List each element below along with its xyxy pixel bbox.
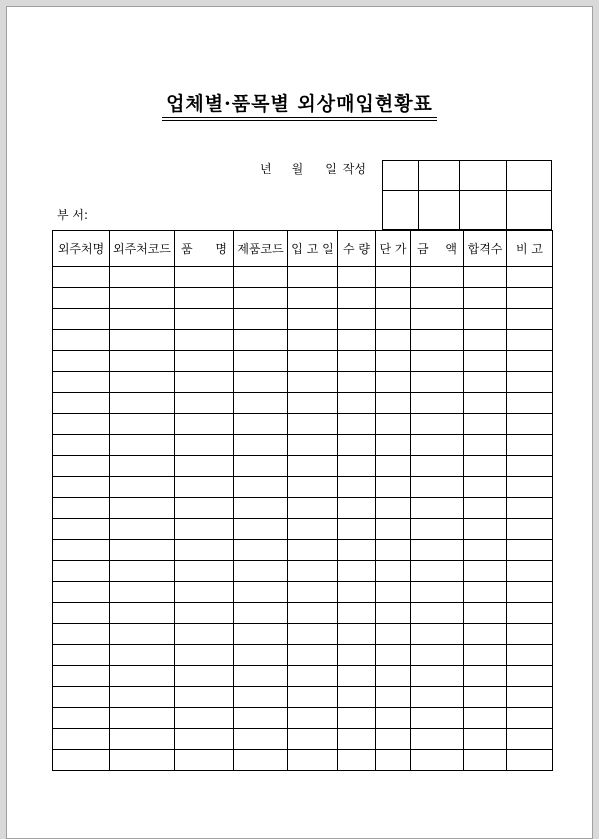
table-cell [464,267,507,288]
table-cell [234,624,288,645]
table-cell [411,540,464,561]
table-cell [464,414,507,435]
table-cell [376,309,411,330]
table-cell [376,414,411,435]
table-cell [53,477,110,498]
table-cell [411,393,464,414]
table-cell [288,540,338,561]
table-cell [411,351,464,372]
table-cell [110,540,175,561]
table-cell [110,624,175,645]
header-vendor-code: 외주처코드 [110,231,175,267]
table-cell [338,267,376,288]
table-cell [53,666,110,687]
table-cell [288,624,338,645]
table-cell [234,393,288,414]
table-cell [464,666,507,687]
table-cell [288,372,338,393]
table-cell [110,750,175,771]
table-cell [507,582,553,603]
table-cell [110,330,175,351]
table-cell [110,393,175,414]
table-cell [464,288,507,309]
table-row [53,561,553,582]
table-cell [507,666,553,687]
table-row [53,687,553,708]
approval-cell [383,191,419,230]
table-cell [507,624,553,645]
header-quantity: 수 량 [338,231,376,267]
table-cell [464,435,507,456]
table-cell [507,267,553,288]
table-cell [338,456,376,477]
table-cell [234,666,288,687]
approval-cell [383,161,419,191]
table-cell [53,582,110,603]
purchase-table [52,230,553,771]
table-cell [464,708,507,729]
table-cell [288,414,338,435]
table-row [53,498,553,519]
table-cell [175,582,234,603]
table-cell [338,750,376,771]
table-cell [175,435,234,456]
table-body [53,267,553,771]
table-cell [507,687,553,708]
table-cell [53,624,110,645]
table-cell [110,372,175,393]
table-cell [411,687,464,708]
table-row [53,603,553,624]
table-cell [53,645,110,666]
table-cell [288,330,338,351]
table-cell [53,309,110,330]
table-cell [110,414,175,435]
table-cell [411,456,464,477]
table-cell [175,729,234,750]
table-cell [338,687,376,708]
table-cell [110,603,175,624]
table-cell [411,498,464,519]
table-cell [507,603,553,624]
table-cell [376,624,411,645]
table-row [53,393,553,414]
table-cell [338,309,376,330]
table-cell [464,729,507,750]
table-cell [234,729,288,750]
table-cell [338,666,376,687]
table-cell [234,645,288,666]
table-cell [411,288,464,309]
table-cell [376,561,411,582]
table-cell [288,267,338,288]
table-cell [175,330,234,351]
table-row [53,645,553,666]
table-cell [53,351,110,372]
table-cell [376,540,411,561]
table-cell [507,750,553,771]
table-cell [338,582,376,603]
table-cell [288,582,338,603]
table-cell [53,435,110,456]
table-cell [175,645,234,666]
table-cell [464,687,507,708]
table-cell [53,519,110,540]
table-cell [175,666,234,687]
table-cell [288,687,338,708]
table-cell [376,582,411,603]
date-year-label: 년 [260,162,272,176]
table-cell [53,687,110,708]
header-amount: 금 액 [411,231,464,267]
table-cell [288,708,338,729]
table-cell [110,351,175,372]
table-cell [175,414,234,435]
table-cell [53,330,110,351]
table-cell [53,456,110,477]
table-cell [234,414,288,435]
table-row [53,708,553,729]
table-cell [234,288,288,309]
table-cell [53,288,110,309]
table-cell [234,309,288,330]
table-cell [338,645,376,666]
table-cell [110,561,175,582]
table-header-row [53,231,553,267]
table-cell [464,456,507,477]
table-cell [53,603,110,624]
table-cell [376,267,411,288]
table-cell [175,393,234,414]
table-cell [411,645,464,666]
table-cell [234,477,288,498]
table-cell [507,288,553,309]
table-cell [288,519,338,540]
table-cell [110,708,175,729]
table-cell [376,687,411,708]
date-line [260,160,366,177]
table-cell [464,372,507,393]
table-cell [288,288,338,309]
table-cell [338,729,376,750]
header-product-code: 제품코드 [234,231,288,267]
table-cell [110,435,175,456]
table-row [53,351,553,372]
table-cell [464,519,507,540]
table-cell [288,477,338,498]
header-passed-count: 합격수 [464,231,507,267]
table-cell [110,519,175,540]
table-cell [376,729,411,750]
table-cell [234,540,288,561]
table-cell [411,582,464,603]
table-row [53,288,553,309]
table-cell [411,603,464,624]
table-cell [234,351,288,372]
table-cell [376,498,411,519]
table-cell [234,582,288,603]
table-cell [288,309,338,330]
table-cell [110,477,175,498]
table-cell [175,540,234,561]
table-cell [110,666,175,687]
approval-row [383,161,552,191]
table-cell [53,372,110,393]
table-cell [411,267,464,288]
table-cell [338,330,376,351]
table-cell [411,561,464,582]
table-cell [234,708,288,729]
table-cell [288,603,338,624]
table-cell [288,729,338,750]
table-cell [411,414,464,435]
table-cell [464,393,507,414]
table-cell [234,687,288,708]
table-cell [411,309,464,330]
table-cell [53,540,110,561]
header-unit-price: 단 가 [376,231,411,267]
table-cell [175,561,234,582]
department-label: 부 서: [57,208,89,222]
table-cell [411,477,464,498]
table-cell [110,729,175,750]
table-cell [411,519,464,540]
table-cell [234,603,288,624]
table-cell [110,645,175,666]
table-cell [110,582,175,603]
table-cell [464,477,507,498]
table-cell [110,288,175,309]
table-cell [507,645,553,666]
table-cell [53,750,110,771]
table-cell [110,687,175,708]
table-cell [175,750,234,771]
table-cell [338,435,376,456]
table-cell [411,435,464,456]
table-cell [411,729,464,750]
table-cell [376,519,411,540]
table-row [53,750,553,771]
table-cell [411,750,464,771]
table-cell [110,456,175,477]
table-cell [175,603,234,624]
table-cell [175,498,234,519]
table-cell [234,456,288,477]
header-vendor-name: 외주처명 [53,231,110,267]
table-cell [507,561,553,582]
table-cell [507,456,553,477]
table-row [53,477,553,498]
table-cell [376,708,411,729]
table-cell [338,393,376,414]
table-cell [234,330,288,351]
table-cell [411,330,464,351]
table-cell [110,267,175,288]
table-cell [507,477,553,498]
table-cell [234,519,288,540]
table-cell [53,498,110,519]
table-cell [175,477,234,498]
table-cell [507,708,553,729]
table-row [53,729,553,750]
table-cell [376,372,411,393]
table-row [53,582,553,603]
table-cell [288,351,338,372]
title-area [7,93,592,121]
table-row [53,624,553,645]
table-row [53,456,553,477]
table-cell [464,750,507,771]
approval-cell [460,191,507,230]
table-cell [338,603,376,624]
approval-cell [507,161,552,191]
table-cell [411,372,464,393]
table-row [53,309,553,330]
table-cell [338,540,376,561]
table-cell [175,309,234,330]
document-page [6,6,593,839]
table-cell [507,498,553,519]
table-cell [53,729,110,750]
table-cell [507,330,553,351]
header-item-name: 품 명 [175,231,234,267]
table-cell [464,561,507,582]
date-month-label: 월 [291,162,304,176]
table-cell [288,561,338,582]
table-cell [376,435,411,456]
table-cell [288,393,338,414]
date-day-label: 일 [325,162,337,176]
table-cell [288,750,338,771]
table-cell [53,561,110,582]
approval-cell [460,161,507,191]
table-row [53,330,553,351]
table-cell [338,372,376,393]
table-row [53,666,553,687]
table-cell [376,288,411,309]
table-cell [175,519,234,540]
header-remarks: 비 고 [507,231,553,267]
table-cell [175,456,234,477]
table-cell [175,288,234,309]
approval-row [383,191,552,230]
table-cell [234,267,288,288]
table-cell [53,267,110,288]
table-cell [53,414,110,435]
table-cell [411,708,464,729]
date-written-label: 작성 [342,162,366,176]
table-cell [288,645,338,666]
table-cell [338,624,376,645]
table-cell [234,435,288,456]
table-cell [507,393,553,414]
table-cell [288,456,338,477]
approval-cell [507,191,552,230]
table-cell [53,708,110,729]
table-cell [376,351,411,372]
table-cell [376,666,411,687]
table-cell [288,435,338,456]
table-cell [338,414,376,435]
table-cell [464,351,507,372]
table-cell [376,750,411,771]
table-row [53,372,553,393]
table-cell [175,267,234,288]
table-cell [376,456,411,477]
table-cell [507,540,553,561]
table-cell [234,372,288,393]
table-cell [234,498,288,519]
table-cell [464,582,507,603]
table-cell [338,351,376,372]
table-cell [175,708,234,729]
table-cell [507,435,553,456]
table-cell [411,666,464,687]
table-cell [288,498,338,519]
table-cell [376,393,411,414]
table-cell [464,645,507,666]
table-cell [175,372,234,393]
table-cell [110,498,175,519]
table-cell [175,624,234,645]
table-cell [288,666,338,687]
table-cell [464,330,507,351]
table-cell [338,498,376,519]
table-cell [464,603,507,624]
table-cell [464,309,507,330]
table-cell [376,477,411,498]
table-cell [507,372,553,393]
table-row [53,519,553,540]
table-cell [507,729,553,750]
table-row [53,540,553,561]
table-cell [175,687,234,708]
header-receipt-date: 입 고 일 [288,231,338,267]
table-cell [338,477,376,498]
table-cell [234,561,288,582]
approval-box [382,160,552,230]
table-cell [507,351,553,372]
table-cell [338,519,376,540]
table-row [53,435,553,456]
table-cell [507,414,553,435]
approval-cell [419,161,460,191]
approval-cell [419,191,460,230]
table-cell [376,603,411,624]
table-cell [411,624,464,645]
table-cell [376,330,411,351]
table-row [53,267,553,288]
table-cell [464,624,507,645]
table-cell [507,519,553,540]
table-cell [110,309,175,330]
table-cell [376,645,411,666]
table-cell [53,393,110,414]
table-cell [338,288,376,309]
table-row [53,414,553,435]
document-title: 업체별·품목별 외상매입현황표 [162,93,437,121]
table-cell [338,708,376,729]
table-cell [175,351,234,372]
table-cell [338,561,376,582]
table-cell [464,498,507,519]
table-cell [464,540,507,561]
table-cell [507,309,553,330]
table-cell [234,750,288,771]
